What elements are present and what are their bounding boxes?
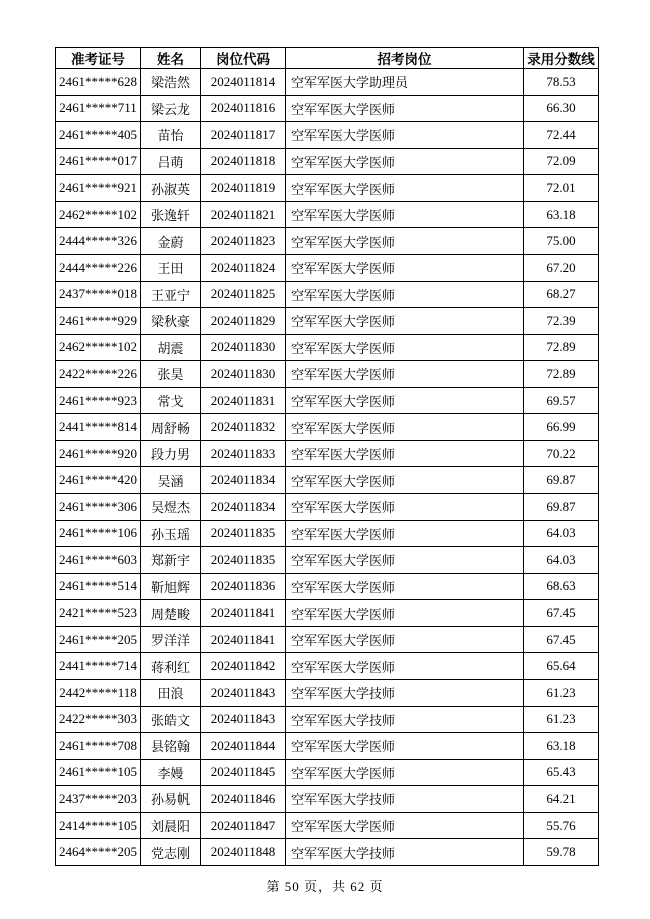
table-row	[56, 175, 599, 202]
cell-name: 孙玉瑶	[141, 520, 201, 547]
table-body	[56, 69, 599, 866]
cell-exam-id: 2422*****303	[56, 706, 141, 733]
cell-score-line: 63.18	[524, 733, 599, 760]
cell-position-code: 2024011845	[201, 759, 286, 786]
cell-name: 吴涵	[141, 467, 201, 494]
cell-name: 周舒畅	[141, 414, 201, 441]
cell-position-code: 2024011818	[201, 148, 286, 175]
cell-exam-id: 2461*****920	[56, 440, 141, 467]
table-row	[56, 573, 599, 600]
cell-exam-id: 2461*****921	[56, 175, 141, 202]
cell-score-line: 55.76	[524, 812, 599, 839]
cell-name: 孙淑英	[141, 175, 201, 202]
cell-exam-id: 2461*****603	[56, 547, 141, 574]
cell-name: 田浪	[141, 679, 201, 706]
cell-exam-id: 2461*****405	[56, 122, 141, 149]
cell-position-code: 2024011823	[201, 228, 286, 255]
cell-score-line: 72.01	[524, 175, 599, 202]
cell-position-code: 2024011833	[201, 440, 286, 467]
cell-position: 空军军医大学医师	[286, 387, 524, 414]
table-row	[56, 733, 599, 760]
table-row	[56, 626, 599, 653]
table-row	[56, 653, 599, 680]
cell-exam-id: 2444*****326	[56, 228, 141, 255]
cell-position: 空军军医大学医师	[286, 733, 524, 760]
cell-position-code: 2024011842	[201, 653, 286, 680]
table-row	[56, 440, 599, 467]
cell-score-line: 69.57	[524, 387, 599, 414]
cell-exam-id: 2461*****420	[56, 467, 141, 494]
cell-name: 王田	[141, 254, 201, 281]
cell-position-code: 2024011830	[201, 361, 286, 388]
cell-position: 空军军医大学医师	[286, 361, 524, 388]
cell-exam-id: 2461*****306	[56, 494, 141, 521]
cell-position: 空军军医大学医师	[286, 573, 524, 600]
cell-position: 空军军医大学医师	[286, 281, 524, 308]
cell-exam-id: 2461*****106	[56, 520, 141, 547]
cell-exam-id: 2461*****923	[56, 387, 141, 414]
column-header-name: 姓名	[141, 48, 201, 69]
table-row	[56, 69, 599, 96]
cell-score-line: 65.64	[524, 653, 599, 680]
cell-exam-id: 2462*****102	[56, 334, 141, 361]
cell-position: 空军军医大学医师	[286, 175, 524, 202]
table-row	[56, 148, 599, 175]
cell-exam-id: 2421*****523	[56, 600, 141, 627]
table-row	[56, 839, 599, 866]
cell-position: 空军军医大学技师	[286, 706, 524, 733]
cell-position: 空军军医大学医师	[286, 414, 524, 441]
table-row	[56, 254, 599, 281]
cell-name: 罗洋洋	[141, 626, 201, 653]
cell-position: 空军军医大学医师	[286, 812, 524, 839]
cell-position: 空军军医大学医师	[286, 201, 524, 228]
cell-name: 吴煜杰	[141, 494, 201, 521]
cell-score-line: 66.30	[524, 95, 599, 122]
cell-position-code: 2024011846	[201, 786, 286, 813]
cell-name: 金蔚	[141, 228, 201, 255]
cell-score-line: 61.23	[524, 706, 599, 733]
cell-name: 胡震	[141, 334, 201, 361]
cell-name: 刘晨阳	[141, 812, 201, 839]
table-row	[56, 812, 599, 839]
cell-exam-id: 2461*****708	[56, 733, 141, 760]
cell-name: 靳旭辉	[141, 573, 201, 600]
cell-position-code: 2024011847	[201, 812, 286, 839]
cell-position: 空军军医大学助理员	[286, 69, 524, 96]
column-header-position-code: 岗位代码	[201, 48, 286, 69]
cell-position-code: 2024011836	[201, 573, 286, 600]
cell-position: 空军军医大学技师	[286, 679, 524, 706]
cell-name: 县铭翰	[141, 733, 201, 760]
page-number-indicator: 第 50 页，共 62 页	[266, 879, 384, 894]
table-row	[56, 467, 599, 494]
cell-exam-id: 2461*****105	[56, 759, 141, 786]
table-row	[56, 706, 599, 733]
table-header-row	[56, 48, 599, 69]
cell-name: 张逸轩	[141, 201, 201, 228]
cell-position: 空军军医大学医师	[286, 148, 524, 175]
column-header-exam-id: 准考证号	[56, 48, 141, 69]
table-row	[56, 334, 599, 361]
cell-score-line: 70.22	[524, 440, 599, 467]
cell-position: 空军军医大学医师	[286, 520, 524, 547]
cell-score-line: 66.99	[524, 414, 599, 441]
cell-position-code: 2024011830	[201, 334, 286, 361]
cell-exam-id: 2444*****226	[56, 254, 141, 281]
cell-score-line: 64.21	[524, 786, 599, 813]
cell-position-code: 2024011832	[201, 414, 286, 441]
cell-position-code: 2024011814	[201, 69, 286, 96]
cell-name: 孙易帆	[141, 786, 201, 813]
cell-exam-id: 2461*****514	[56, 573, 141, 600]
cell-exam-id: 2464*****205	[56, 839, 141, 866]
cell-score-line: 72.89	[524, 334, 599, 361]
cell-score-line: 68.63	[524, 573, 599, 600]
cell-score-line: 64.03	[524, 547, 599, 574]
cell-score-line: 75.00	[524, 228, 599, 255]
cell-score-line: 69.87	[524, 494, 599, 521]
cell-position-code: 2024011835	[201, 547, 286, 574]
cell-name: 梁秋豪	[141, 308, 201, 335]
cell-position-code: 2024011817	[201, 122, 286, 149]
cell-name: 梁云龙	[141, 95, 201, 122]
cell-position: 空军军医大学医师	[286, 95, 524, 122]
table-row	[56, 494, 599, 521]
cell-position-code: 2024011848	[201, 839, 286, 866]
cell-score-line: 68.27	[524, 281, 599, 308]
score-table	[55, 47, 599, 866]
cell-name: 郑新宇	[141, 547, 201, 574]
cell-position: 空军军医大学医师	[286, 600, 524, 627]
cell-position-code: 2024011825	[201, 281, 286, 308]
cell-name: 苗怡	[141, 122, 201, 149]
cell-exam-id: 2422*****226	[56, 361, 141, 388]
table-row	[56, 122, 599, 149]
cell-score-line: 65.43	[524, 759, 599, 786]
table-row	[56, 201, 599, 228]
cell-score-line: 59.78	[524, 839, 599, 866]
cell-exam-id: 2461*****017	[56, 148, 141, 175]
cell-score-line: 63.18	[524, 201, 599, 228]
cell-score-line: 72.39	[524, 308, 599, 335]
cell-score-line: 61.23	[524, 679, 599, 706]
cell-exam-id: 2414*****105	[56, 812, 141, 839]
cell-exam-id: 2461*****628	[56, 69, 141, 96]
cell-name: 吕萌	[141, 148, 201, 175]
table-row	[56, 547, 599, 574]
cell-exam-id: 2461*****205	[56, 626, 141, 653]
cell-position: 空军军医大学医师	[286, 494, 524, 521]
cell-exam-id: 2441*****714	[56, 653, 141, 680]
cell-exam-id: 2437*****203	[56, 786, 141, 813]
cell-position: 空军军医大学医师	[286, 308, 524, 335]
cell-position: 空军军医大学医师	[286, 653, 524, 680]
cell-position: 空军军医大学医师	[286, 122, 524, 149]
cell-name: 党志刚	[141, 839, 201, 866]
cell-name: 蒋利红	[141, 653, 201, 680]
cell-name: 李嫚	[141, 759, 201, 786]
cell-score-line: 67.20	[524, 254, 599, 281]
cell-position-code: 2024011821	[201, 201, 286, 228]
cell-position: 空军军医大学医师	[286, 228, 524, 255]
cell-position-code: 2024011824	[201, 254, 286, 281]
cell-position-code: 2024011841	[201, 626, 286, 653]
cell-name: 常戈	[141, 387, 201, 414]
table-row	[56, 308, 599, 335]
cell-position: 空军军医大学医师	[286, 626, 524, 653]
table-row	[56, 95, 599, 122]
cell-position: 空军军医大学医师	[286, 334, 524, 361]
cell-position: 空军军医大学技师	[286, 786, 524, 813]
cell-score-line: 72.09	[524, 148, 599, 175]
table-row	[56, 281, 599, 308]
cell-exam-id: 2437*****018	[56, 281, 141, 308]
cell-score-line: 78.53	[524, 69, 599, 96]
cell-exam-id: 2461*****711	[56, 95, 141, 122]
table-row	[56, 361, 599, 388]
cell-score-line: 67.45	[524, 626, 599, 653]
cell-exam-id: 2462*****102	[56, 201, 141, 228]
cell-position: 空军军医大学医师	[286, 254, 524, 281]
cell-exam-id: 2461*****929	[56, 308, 141, 335]
cell-position-code: 2024011834	[201, 467, 286, 494]
table-row	[56, 786, 599, 813]
table-row	[56, 414, 599, 441]
cell-exam-id: 2441*****814	[56, 414, 141, 441]
cell-position: 空军军医大学医师	[286, 547, 524, 574]
cell-position-code: 2024011835	[201, 520, 286, 547]
cell-position-code: 2024011843	[201, 706, 286, 733]
cell-exam-id: 2442*****118	[56, 679, 141, 706]
cell-score-line: 72.89	[524, 361, 599, 388]
table-row	[56, 520, 599, 547]
cell-name: 梁浩然	[141, 69, 201, 96]
cell-name: 张昊	[141, 361, 201, 388]
table-row	[56, 759, 599, 786]
cell-position-code: 2024011844	[201, 733, 286, 760]
cell-position-code: 2024011829	[201, 308, 286, 335]
cell-name: 周楚畯	[141, 600, 201, 627]
cell-position-code: 2024011841	[201, 600, 286, 627]
cell-position-code: 2024011831	[201, 387, 286, 414]
cell-name: 王亚宁	[141, 281, 201, 308]
column-header-score-line: 录用分数线	[524, 48, 599, 69]
cell-name: 张皓文	[141, 706, 201, 733]
column-header-position: 招考岗位	[286, 48, 524, 69]
table-row	[56, 600, 599, 627]
cell-position-code: 2024011843	[201, 679, 286, 706]
cell-score-line: 72.44	[524, 122, 599, 149]
table-row	[56, 228, 599, 255]
cell-position: 空军军医大学技师	[286, 839, 524, 866]
cell-position-code: 2024011816	[201, 95, 286, 122]
cell-position: 空军军医大学医师	[286, 759, 524, 786]
cell-score-line: 67.45	[524, 600, 599, 627]
table-row	[56, 387, 599, 414]
cell-name: 段力男	[141, 440, 201, 467]
cell-position: 空军军医大学医师	[286, 440, 524, 467]
cell-position-code: 2024011834	[201, 494, 286, 521]
cell-score-line: 64.03	[524, 520, 599, 547]
table-row	[56, 679, 599, 706]
cell-score-line: 69.87	[524, 467, 599, 494]
cell-position: 空军军医大学医师	[286, 467, 524, 494]
cell-position-code: 2024011819	[201, 175, 286, 202]
